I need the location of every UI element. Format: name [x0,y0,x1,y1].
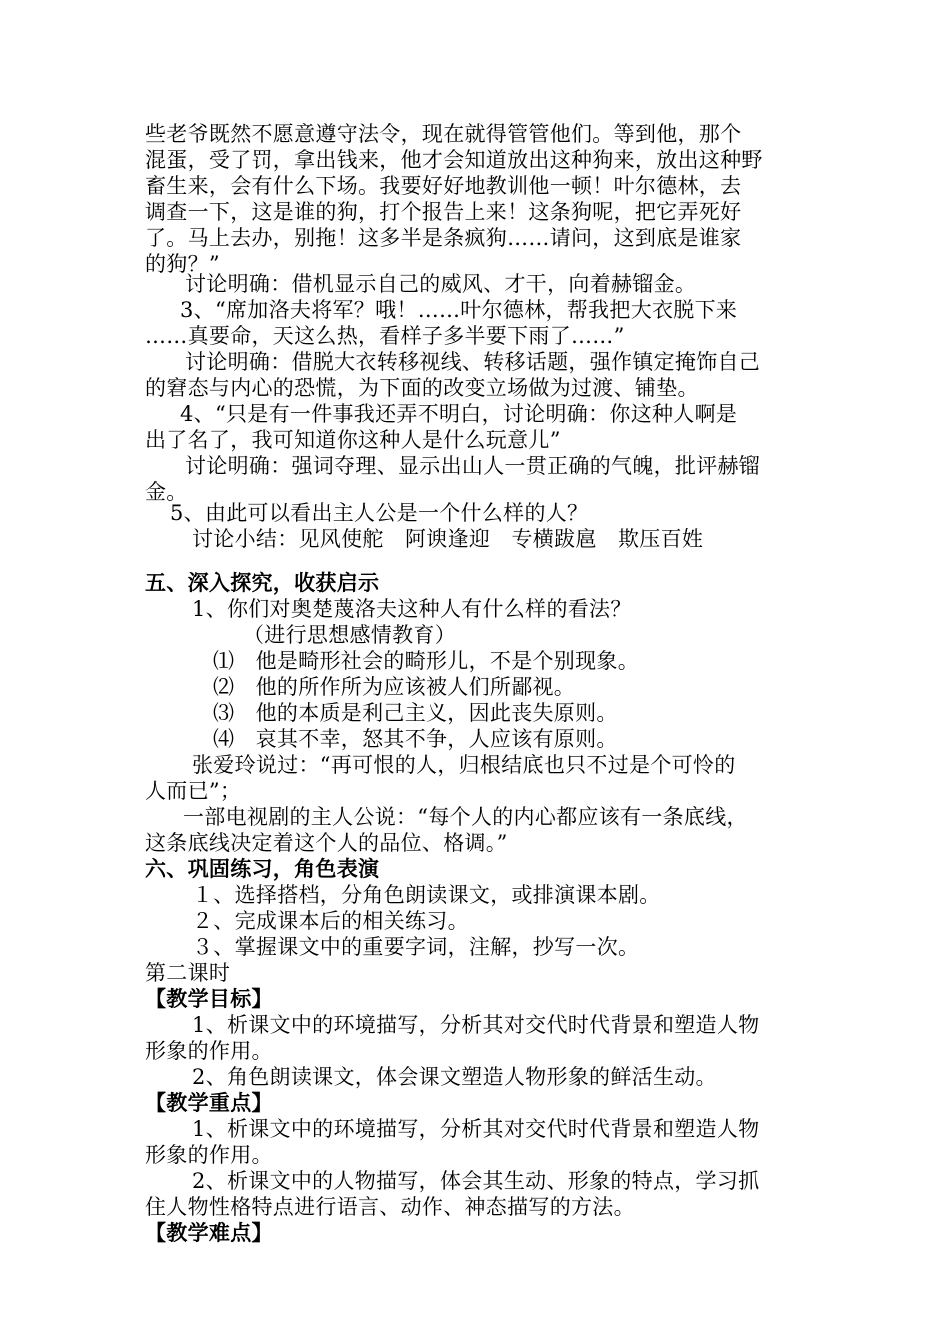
teaching-goals-heading: 【教学目标】 [145,986,273,1011]
text-line: 金。 [145,480,188,504]
question-item-5: 5、由此可以看出主人公是一个什么样的人？ [170,501,589,525]
text-line: 形象的作用。 [145,1143,273,1167]
quote-item-4: 4、“只是有一件事我还弄不明白，讨论明确：你这种人啊是 [180,402,738,426]
exercise-item: ３、掌握课文中的重要字词，注解，抄写一次。 [192,935,640,959]
list-item: ⑶ 他的本质是利己主义，因此丧失原则。 [213,701,618,725]
quote-item-3: 3、“席加洛夫将军？哦！……叶尔德林，帮我把大衣脱下来 [180,298,738,322]
teaching-focus-heading: 【教学重点】 [145,1090,273,1115]
question-item-1: 1、你们对奥楚蔑洛夫这种人有什么样的看法？ [192,597,632,621]
focus-item: 1、析课文中的环境描写，分析其对交代时代背景和塑造人物 [192,1117,760,1141]
teaching-difficulty-heading: 【教学难点】 [145,1220,273,1245]
text-line: 人而已”； [145,779,242,803]
text-line: 的窘态与内心的恐慌，为下面的改变立场做为过渡、铺垫。 [145,376,699,400]
list-item: ⑵ 他的所作所为应该被人们所鄙视。 [213,675,576,699]
section-heading-6: 六、巩固练习，角色表演 [145,856,380,881]
note-line: （进行思想感情教育） [243,623,456,647]
quote-line: 张爱玲说过：“再可恨的人，归根结底也只不过是个可怜的 [192,753,736,777]
exercise-item: ２、完成课本后的相关练习。 [192,909,469,933]
text-line: ……真要命，天这么热，看样子多半要下雨了……” [145,324,625,348]
lesson-heading: 第二课时 [145,961,231,985]
text-line: 的狗？” [145,252,220,276]
text-line: 些老爷既然不愿意遵守法令，现在就得管管他们。等到他，那个 [145,122,742,146]
quote-line: 一部电视剧的主人公说：“每个人的内心都应该有一条底线， [183,805,748,829]
goal-item: 2、角色朗读课文，体会课文塑造人物形象的鲜活生动。 [192,1065,717,1089]
discussion-note: 讨论明确：强词夺理、显示出山人一贯正确的气魄，批评赫镏 [185,454,761,478]
text-line: 畜生来，会有什么下场。我要好好地教训他一顿！叶尔德林，去 [145,174,742,198]
focus-item: 2、析课文中的人物描写，体会其生动、形象的特点，学习抓 [192,1169,760,1193]
discussion-note: 讨论明确：借脱大衣转移视线、转移话题，强作镇定掩饰自己 [185,350,761,374]
discussion-summary: 讨论小结：见风使舵 阿谀逢迎 专横跋扈 欺压百姓 [192,527,704,551]
text-line: 出了名了，我可知道你这种人是什么玩意儿” [145,428,561,452]
discussion-note: 讨论明确：借机显示自己的威风、才干，向着赫镏金。 [185,272,697,296]
text-line: 调查一下，这是谁的狗，打个报告上来！这条狗呢，把它弄死好 [145,200,742,224]
goal-item: 1、析课文中的环境描写，分析其对交代时代背景和塑造人物 [192,1013,760,1037]
text-line: 这条底线决定着这个人的品位、格调。” [145,831,508,855]
exercise-item: １、选择搭档，分角色朗读课文，或排演课本剧。 [192,883,661,907]
text-line: 形象的作用。 [145,1039,273,1063]
list-item: ⑷ 哀其不幸，怒其不争，人应该有原则。 [213,727,618,751]
section-heading-5: 五、深入探究，收获启示 [145,570,380,595]
text-line: 混蛋，受了罚，拿出钱来，他才会知道放出这种狗来，放出这种野 [145,148,763,172]
text-line: 了。马上去办，别拖！这多半是条疯狗……请问，这到底是谁家 [145,226,742,250]
text-line: 住人物性格特点进行语言、动作、神态描写的方法。 [145,1195,635,1219]
list-item: ⑴ 他是畸形社会的畸形儿，不是个别现象。 [213,649,639,673]
